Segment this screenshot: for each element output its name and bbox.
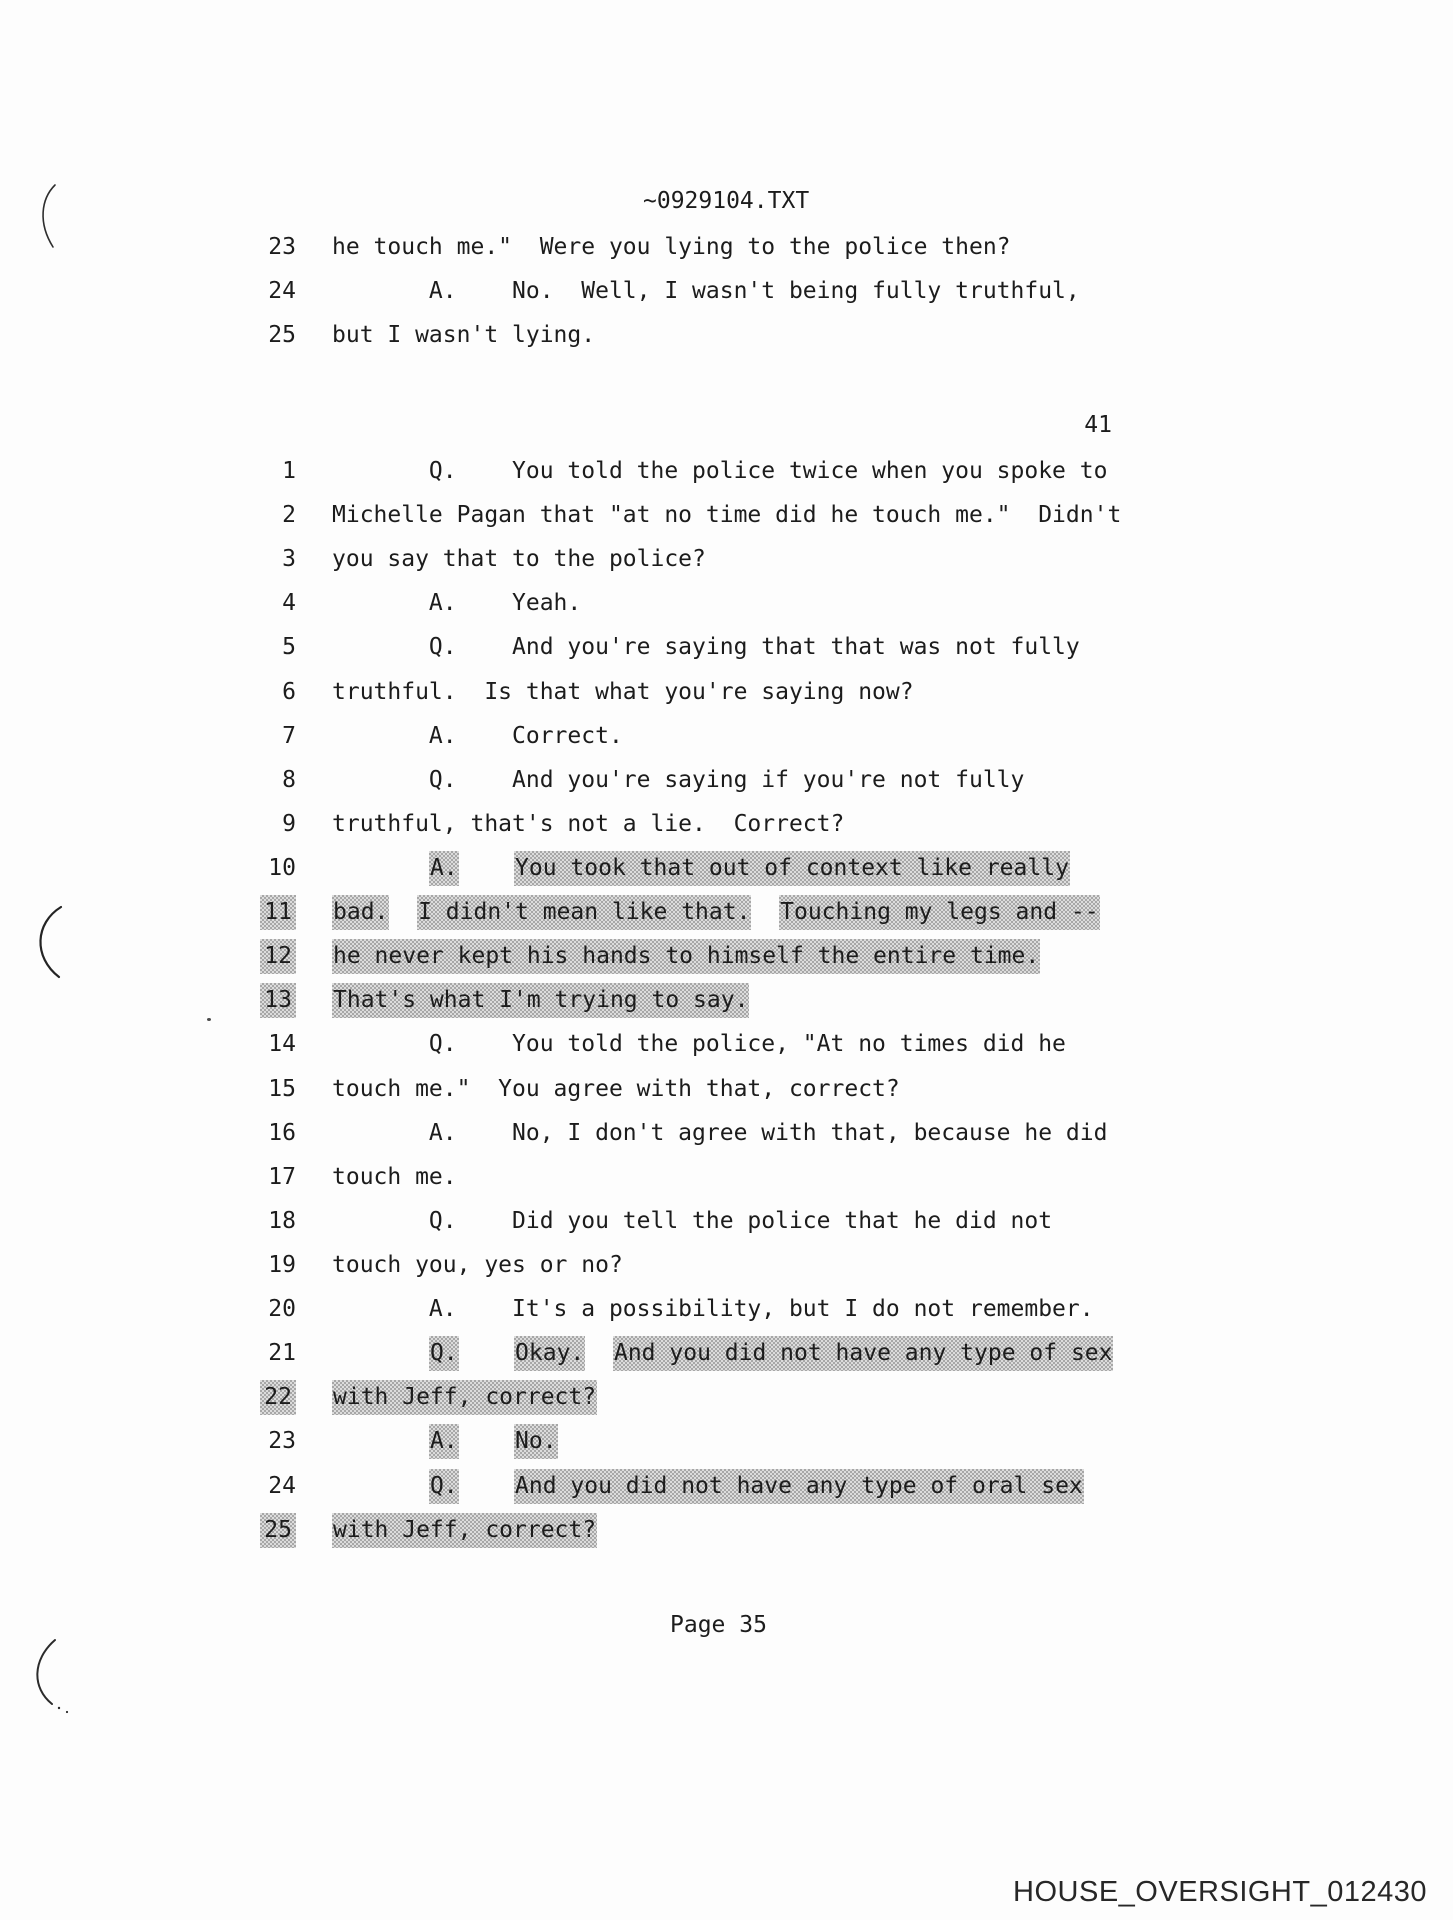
line-number: 21 <box>268 1340 296 1367</box>
line-text: Q. Okay. And you did not have any type of sex <box>332 1340 1113 1366</box>
line-text: Q. Did you tell the police that he did not <box>332 1207 1053 1234</box>
transcript-line <box>200 714 1453 758</box>
line-number: 17 <box>268 1163 296 1190</box>
transcript-line <box>200 269 1453 313</box>
transcript-line <box>200 625 1453 669</box>
transcript-page-number: 41 <box>1084 412 1112 438</box>
line-text: Q. And you did not have any type of oral sex <box>332 1473 1084 1499</box>
line-text: you say that to the police? <box>332 546 706 573</box>
transcript-line <box>200 1508 1453 1552</box>
line-number: 18 <box>268 1207 296 1234</box>
transcript-line <box>200 1022 1453 1066</box>
line-number: 23 <box>268 1428 296 1455</box>
transcript-line <box>200 1464 1453 1508</box>
line-text: Q. And you're saying if you're not fully <box>332 766 1025 793</box>
line-text: That's what I'm trying to say. <box>332 987 749 1013</box>
line-number: 14 <box>268 1031 296 1058</box>
line-text: truthful. Is that what you're saying now? <box>332 678 914 705</box>
line-number: 23 <box>268 234 296 261</box>
document-filename: ~0929104.TXT <box>643 188 810 214</box>
transcript-line <box>200 1375 1453 1419</box>
line-text: truthful, that's not a lie. Correct? <box>332 810 845 837</box>
line-number: 3 <box>282 546 296 573</box>
line-text: touch me. <box>332 1163 457 1190</box>
transcript-line <box>200 313 1453 357</box>
line-number: 5 <box>282 634 296 661</box>
footer-page-label: Page 35 <box>670 1612 767 1638</box>
line-number: 6 <box>282 678 296 705</box>
transcript-carryover-block <box>200 225 1453 357</box>
line-number: 24 <box>268 278 296 305</box>
transcript-line <box>200 802 1453 846</box>
transcript-line <box>200 978 1453 1022</box>
line-text: with Jeff, correct? <box>332 1517 597 1543</box>
transcript-line <box>200 1199 1453 1243</box>
line-number: 19 <box>268 1252 296 1279</box>
transcript-line <box>200 581 1453 625</box>
transcript-line <box>200 537 1453 581</box>
line-text: Michelle Pagan that "at no time did he touch me." Didn't <box>332 502 1122 529</box>
line-number: 8 <box>282 766 296 793</box>
line-text: Q. And you're saying that that was not fully <box>332 634 1080 661</box>
transcript-line <box>200 1287 1453 1331</box>
transcript-line <box>200 1419 1453 1463</box>
line-number: 4 <box>282 590 296 617</box>
line-text: A. No. <box>332 1428 558 1454</box>
line-text: A. Correct. <box>332 722 623 749</box>
margin-pen-mark-icon <box>26 1638 72 1716</box>
line-text: he touch me." Were you lying to the police then? <box>332 234 1011 261</box>
line-number: 24 <box>268 1472 296 1499</box>
margin-pen-mark-icon <box>26 903 66 983</box>
transcript-main-block <box>200 449 1453 1552</box>
line-number: 9 <box>282 810 296 837</box>
line-text: bad. I didn't mean like that. Touching my legs and -- <box>332 899 1100 925</box>
line-text: with Jeff, correct? <box>332 1384 597 1410</box>
line-text: touch you, yes or no? <box>332 1252 623 1279</box>
line-number: 11 <box>200 899 296 925</box>
line-number: 13 <box>200 987 296 1013</box>
line-number: 10 <box>268 855 296 882</box>
transcript-line <box>200 1331 1453 1375</box>
line-text: touch me." You agree with that, correct? <box>332 1075 900 1102</box>
transcript-line <box>200 934 1453 978</box>
line-text: Q. You told the police twice when you spoke to <box>332 458 1108 485</box>
line-number: 1 <box>282 458 296 485</box>
line-text: A. It's a possibility, but I do not remember. <box>332 1296 1094 1323</box>
transcript-line <box>200 1067 1453 1111</box>
line-number: 2 <box>282 502 296 529</box>
transcript-line <box>200 493 1453 537</box>
line-text: he never kept his hands to himself the entire time. <box>332 943 1040 969</box>
line-text: A. You took that out of context like really <box>332 855 1070 881</box>
transcript-line <box>200 1111 1453 1155</box>
transcript-line <box>200 1155 1453 1199</box>
transcript-line <box>200 449 1453 493</box>
bates-number: HOUSE_OVERSIGHT_012430 <box>1013 1876 1427 1908</box>
line-text: Q. You told the police, "At no times did he <box>332 1031 1066 1058</box>
line-text: A. Yeah. <box>332 590 582 617</box>
transcript-line <box>200 846 1453 890</box>
margin-pen-mark-icon <box>34 183 60 251</box>
transcript-line <box>200 1243 1453 1287</box>
transcript-line <box>200 890 1453 934</box>
transcript-line <box>200 670 1453 714</box>
transcript-line <box>200 758 1453 802</box>
line-number: 22 <box>200 1384 296 1410</box>
line-number: 15 <box>268 1075 296 1102</box>
line-text: but I wasn't lying. <box>332 322 596 349</box>
line-text: A. No, I don't agree with that, because he did <box>332 1119 1108 1146</box>
line-number: 25 <box>268 322 296 349</box>
line-text: A. No. Well, I wasn't being fully truthful, <box>332 278 1080 305</box>
line-number: 20 <box>268 1296 296 1323</box>
transcript-line <box>200 225 1453 269</box>
line-number: 12 <box>200 943 296 969</box>
line-number: 7 <box>282 722 296 749</box>
line-number: 25 <box>200 1517 296 1543</box>
line-number: 16 <box>268 1119 296 1146</box>
